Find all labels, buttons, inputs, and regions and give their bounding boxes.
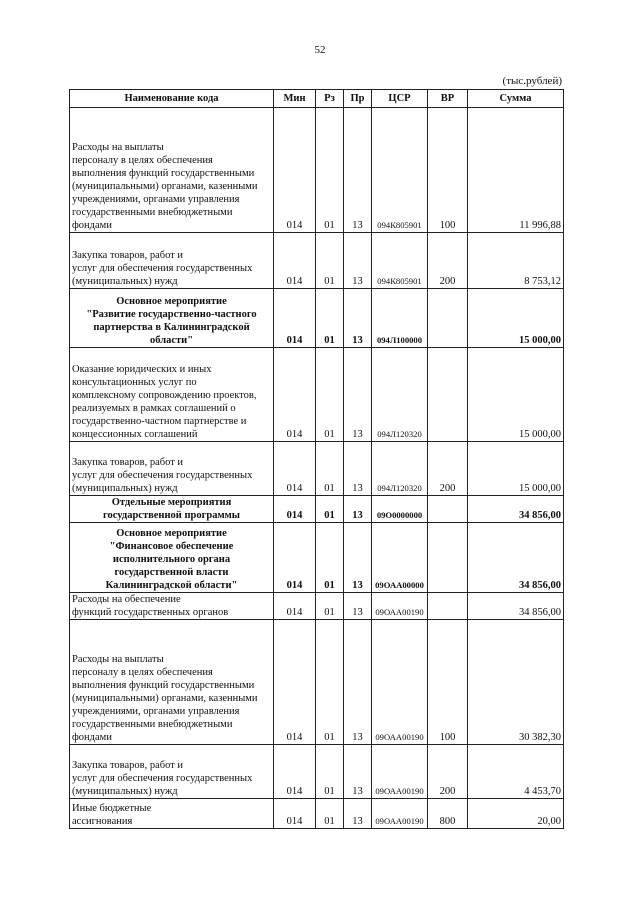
row-csr-cell: 094Л120320 [372,442,428,496]
table-row [70,496,564,523]
row-rz-cell: 01 [316,620,344,745]
row-name-cell: Иные бюджетные ассигнования [70,799,274,829]
header-vr: ВР [428,90,468,108]
page-number: 52 [314,44,326,56]
header-sum: Сумма [468,90,564,108]
row-csr-cell: 094К805901 [372,233,428,289]
row-rz-cell: 01 [316,745,344,799]
row-pr-cell: 13 [344,233,372,289]
header-name: Наименование кода [70,90,274,108]
header-csr: ЦСР [372,90,428,108]
row-csr-cell: 094Л120320 [372,348,428,442]
row-csr-cell: 09ОАА00190 [372,799,428,829]
row-name-cell: Основное мероприятие "Развитие государственно-частного партнерства в Калининградской области" [70,289,274,348]
row-csr-cell: 094К805901 [372,108,428,233]
row-vr-cell: 100 [428,108,468,233]
header-min: Мин [274,90,316,108]
table-row [70,523,564,593]
row-vr-cell: 100 [428,620,468,745]
table-row [70,799,564,829]
row-csr-cell: 094Л100000 [372,289,428,348]
row-name-cell: Оказание юридических и иных консультационных услуг по комплексному сопровождению проектов, реализуемых в рамках соглашений о государственно-частном партнерстве и концессионных соглашений [70,348,274,442]
row-min-cell: 014 [274,523,316,593]
row-rz-cell: 01 [316,348,344,442]
row-sum-cell: 8 753,12 [468,233,564,289]
row-rz-cell: 01 [316,289,344,348]
row-csr-cell: 09О0000000 [372,496,428,523]
row-sum-cell: 15 000,00 [468,348,564,442]
row-csr-cell: 09ОАА00000 [372,523,428,593]
row-rz-cell: 01 [316,108,344,233]
row-vr-cell: 200 [428,745,468,799]
row-min-cell: 014 [274,289,316,348]
row-vr-cell: 200 [428,233,468,289]
row-pr-cell: 13 [344,593,372,620]
row-name-cell: Расходы на выплаты персоналу в целях обеспечения выполнения функций государственными (муниципальными) органами, казенными учреждениями, органами управления государственными внебюджетными фондами [70,108,274,233]
table-row [70,593,564,620]
budget-table [69,89,564,829]
row-name-cell: Закупка товаров, работ и услуг для обеспечения государственных (муниципальных) нужд [70,745,274,799]
row-min-cell: 014 [274,745,316,799]
row-min-cell: 014 [274,620,316,745]
row-vr-cell [428,348,468,442]
row-name-cell: Расходы на выплаты персоналу в целях обеспечения выполнения функций государственными (муниципальными) органами, казенными учреждениями, органами управления государственными внебюджетными фондами [70,620,274,745]
row-min-cell: 014 [274,593,316,620]
units-note: (тыс.рублей) [502,75,562,87]
row-sum-cell: 34 856,00 [468,523,564,593]
row-sum-cell: 20,00 [468,799,564,829]
row-min-cell: 014 [274,348,316,442]
row-vr-cell [428,523,468,593]
row-pr-cell: 13 [344,496,372,523]
row-pr-cell: 13 [344,799,372,829]
row-min-cell: 014 [274,496,316,523]
table-row [70,233,564,289]
row-sum-cell: 11 996,88 [468,108,564,233]
row-name-cell: Закупка товаров, работ и услуг для обеспечения государственных (муниципальных) нужд [70,442,274,496]
header-rz: Рз [316,90,344,108]
row-csr-cell: 09ОАА00190 [372,620,428,745]
row-rz-cell: 01 [316,442,344,496]
row-sum-cell: 15 000,00 [468,442,564,496]
table-row [70,289,564,348]
row-min-cell: 014 [274,108,316,233]
row-min-cell: 014 [274,233,316,289]
row-rz-cell: 01 [316,233,344,289]
row-rz-cell: 01 [316,799,344,829]
row-csr-cell: 09ОАА00190 [372,745,428,799]
row-csr-cell: 09ОАА00190 [372,593,428,620]
row-pr-cell: 13 [344,108,372,233]
table-row [70,745,564,799]
row-sum-cell: 4 453,70 [468,745,564,799]
row-sum-cell: 15 000,00 [468,289,564,348]
row-sum-cell: 30 382,30 [468,620,564,745]
row-vr-cell: 200 [428,442,468,496]
table-row [70,620,564,745]
row-name-cell: Расходы на обеспечение функций государственных органов [70,593,274,620]
row-vr-cell: 800 [428,799,468,829]
row-vr-cell [428,289,468,348]
row-vr-cell [428,593,468,620]
row-pr-cell: 13 [344,348,372,442]
row-name-cell: Основное мероприятие "Финансовое обеспечение исполнительного органа государственной власти Калининградской области" [70,523,274,593]
header-pr: Пр [344,90,372,108]
row-vr-cell [428,496,468,523]
table-body [70,108,564,829]
row-pr-cell: 13 [344,620,372,745]
row-sum-cell: 34 856,00 [468,496,564,523]
table-row [70,348,564,442]
row-pr-cell: 13 [344,523,372,593]
row-pr-cell: 13 [344,289,372,348]
row-pr-cell: 13 [344,442,372,496]
row-pr-cell: 13 [344,745,372,799]
row-sum-cell: 34 856,00 [468,593,564,620]
table-header-row [70,90,564,108]
row-name-cell: Отдельные мероприятия государственной программы [70,496,274,523]
row-rz-cell: 01 [316,496,344,523]
row-rz-cell: 01 [316,523,344,593]
table-row [70,442,564,496]
row-rz-cell: 01 [316,593,344,620]
table-row [70,108,564,233]
row-min-cell: 014 [274,442,316,496]
row-name-cell: Закупка товаров, работ и услуг для обеспечения государственных (муниципальных) нужд [70,233,274,289]
row-min-cell: 014 [274,799,316,829]
